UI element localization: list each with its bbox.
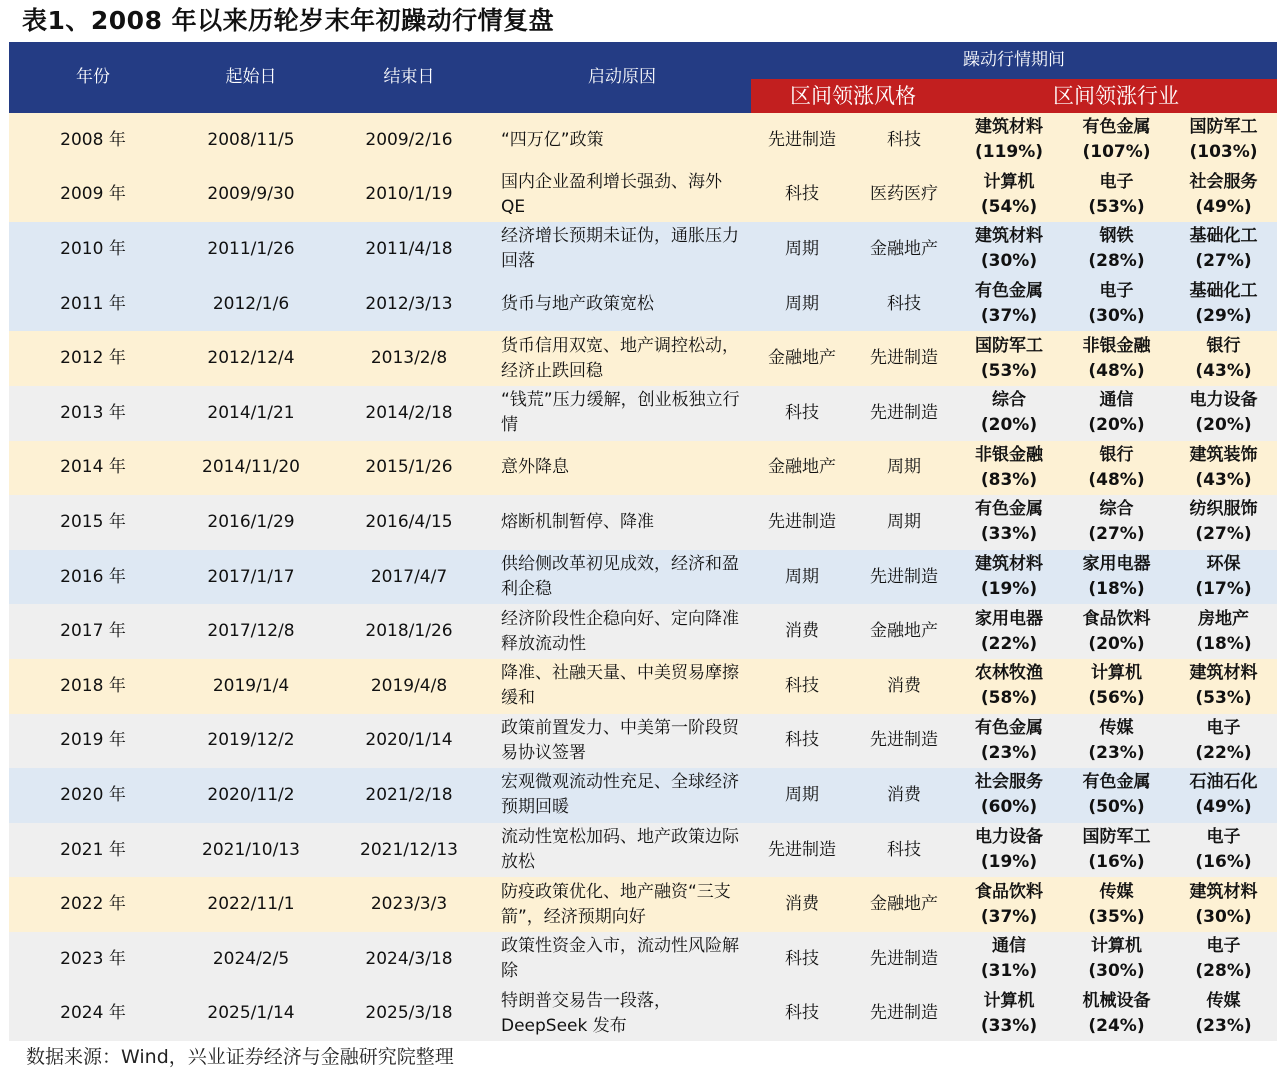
industry-gain: (22%) — [980, 633, 1038, 654]
cell-start-date: 2019/12/2 — [177, 714, 325, 769]
cell-start-date: 2009/9/30 — [177, 168, 325, 223]
cell-style-2: 周期 — [853, 495, 955, 550]
table-row — [9, 604, 1277, 659]
industry-gain: (33%) — [980, 524, 1038, 545]
cell-start-date: 2011/1/26 — [177, 222, 325, 277]
cell-style-1: 先进制造 — [751, 113, 853, 168]
cell-reason: 货币与地产政策宽松 — [493, 277, 751, 332]
industry-gain: (19%) — [980, 852, 1038, 873]
cell-style-2: 金融地产 — [853, 877, 955, 932]
table-row — [9, 168, 1277, 223]
cell-year: 2020 年 — [9, 768, 177, 823]
industry-gain: (27%) — [1195, 524, 1252, 545]
cell-start-date: 2020/11/2 — [177, 768, 325, 823]
cell-start-date: 2012/1/6 — [177, 277, 325, 332]
cell-end-date: 2016/4/15 — [325, 495, 493, 550]
cell-style-2: 科技 — [853, 113, 955, 168]
cell-end-date: 2018/1/26 — [325, 604, 493, 659]
cell-reason: 特朗普交易告一段落，DeepSeek 发布 — [493, 987, 751, 1042]
data-source-note: 数据来源：Wind，兴业证券经济与金融研究院整理 — [26, 1046, 454, 1068]
cell-industry-3 — [1170, 877, 1277, 932]
cell-end-date: 2021/2/18 — [325, 768, 493, 823]
cell-style-1: 周期 — [751, 277, 853, 332]
industry-gain: (20%) — [1195, 415, 1252, 436]
cell-industry-3 — [1170, 386, 1277, 441]
cell-style-2: 先进制造 — [853, 932, 955, 987]
cell-reason: “四万亿”政策 — [493, 113, 751, 168]
industry-gain: (20%) — [1088, 415, 1145, 436]
header-style: 区间领涨风格 — [751, 79, 955, 113]
table-row — [9, 550, 1277, 605]
cell-year: 2016 年 — [9, 550, 177, 605]
cell-year: 2024 年 — [9, 987, 177, 1042]
industry-gain: (27%) — [1088, 524, 1145, 545]
industry-gain: (23%) — [1195, 1015, 1252, 1036]
cell-industry-3 — [1170, 550, 1277, 605]
cell-industry-2 — [1063, 113, 1170, 168]
industry-gain: (20%) — [1088, 633, 1145, 654]
industry-name: 石油石化 — [1189, 772, 1258, 793]
industry-name: 有色金属 — [1082, 772, 1151, 793]
cell-end-date: 2024/3/18 — [325, 932, 493, 987]
cell-industry-1 — [955, 168, 1063, 223]
industry-gain: (30%) — [1088, 961, 1145, 982]
cell-style-1: 科技 — [751, 168, 853, 223]
cell-style-2: 消费 — [853, 659, 955, 714]
cell-industry-3 — [1170, 659, 1277, 714]
cell-industry-3 — [1170, 604, 1277, 659]
cell-style-1: 消费 — [751, 604, 853, 659]
cell-industry-2 — [1063, 277, 1170, 332]
industry-name: 有色金属 — [975, 717, 1043, 738]
industry-name: 建筑材料 — [975, 117, 1043, 138]
industry-name: 基础化工 — [1189, 281, 1258, 302]
industry-gain: (16%) — [1195, 852, 1252, 873]
industry-name: 非银金融 — [975, 444, 1043, 465]
cell-end-date: 2014/2/18 — [325, 386, 493, 441]
cell-industry-1 — [955, 386, 1063, 441]
industry-name: 有色金属 — [975, 281, 1043, 302]
cell-reason: 降准、社融天量、中美贸易摩擦缓和 — [493, 659, 751, 714]
cell-industry-1 — [955, 987, 1063, 1042]
cell-end-date: 2013/2/8 — [325, 331, 493, 386]
cell-industry-3 — [1170, 495, 1277, 550]
table-row — [9, 331, 1277, 386]
cell-end-date: 2011/4/18 — [325, 222, 493, 277]
cell-reason: 意外降息 — [493, 441, 751, 496]
industry-gain: (53%) — [980, 360, 1038, 381]
cell-industry-1 — [955, 495, 1063, 550]
industry-name: 通信 — [1099, 390, 1134, 411]
cell-end-date: 2012/3/13 — [325, 277, 493, 332]
cell-industry-2 — [1063, 987, 1170, 1042]
cell-style-2: 消费 — [853, 768, 955, 823]
industry-name: 环保 — [1206, 554, 1241, 575]
cell-industry-2 — [1063, 168, 1170, 223]
industry-name: 电力设备 — [1189, 390, 1258, 411]
cell-industry-3 — [1170, 277, 1277, 332]
industry-gain: (30%) — [1088, 306, 1145, 327]
industry-name: 纺织服饰 — [1189, 499, 1258, 520]
cell-industry-1 — [955, 877, 1063, 932]
industry-gain: (103%) — [1189, 142, 1258, 163]
cell-reason: 政策性资金入市，流动性风险解除 — [493, 932, 751, 987]
cell-industry-3 — [1170, 714, 1277, 769]
cell-year: 2014 年 — [9, 441, 177, 496]
header-period: 躁动行情期间 — [751, 42, 1277, 79]
cell-style-1: 周期 — [751, 768, 853, 823]
industry-name: 计算机 — [983, 990, 1035, 1011]
industry-name: 电子 — [1206, 936, 1241, 957]
industry-name: 非银金融 — [1082, 335, 1151, 356]
cell-start-date: 2012/12/4 — [177, 331, 325, 386]
cell-reason: 熔断机制暂停、降准 — [493, 495, 751, 550]
cell-start-date: 2017/12/8 — [177, 604, 325, 659]
industry-name: 电子 — [1206, 827, 1241, 848]
cell-industry-2 — [1063, 495, 1170, 550]
cell-industry-1 — [955, 113, 1063, 168]
industry-gain: (18%) — [1195, 633, 1252, 654]
cell-start-date: 2019/1/4 — [177, 659, 325, 714]
cell-reason: 供给侧改革初见成效，经济和盈利企稳 — [493, 550, 751, 605]
cell-year: 2013 年 — [9, 386, 177, 441]
industry-gain: (30%) — [1195, 906, 1252, 927]
cell-end-date: 2025/3/18 — [325, 987, 493, 1042]
cell-reason: “钱荒”压力缓解，创业板独立行情 — [493, 386, 751, 441]
cell-end-date: 2009/2/16 — [325, 113, 493, 168]
industry-gain: (31%) — [980, 961, 1038, 982]
cell-reason: 宏观微观流动性充足、全球经济预期回暖 — [493, 768, 751, 823]
cell-industry-1 — [955, 222, 1063, 277]
industry-gain: (23%) — [980, 742, 1038, 763]
industry-name: 计算机 — [1091, 936, 1142, 957]
cell-start-date: 2014/11/20 — [177, 441, 325, 496]
cell-reason: 国内企业盈利增长强劲、海外 QE — [493, 168, 751, 223]
cell-industry-2 — [1063, 877, 1170, 932]
cell-industry-3 — [1170, 113, 1277, 168]
header-start: 起始日 — [177, 42, 325, 113]
table-body — [9, 113, 1277, 1041]
table-row — [9, 386, 1277, 441]
industry-name: 计算机 — [983, 171, 1035, 192]
table-row — [9, 113, 1277, 168]
industry-gain: (119%) — [974, 142, 1044, 163]
cell-industry-1 — [955, 331, 1063, 386]
cell-style-2: 金融地产 — [853, 222, 955, 277]
cell-start-date: 2025/1/14 — [177, 987, 325, 1042]
industry-gain: (33%) — [980, 1015, 1038, 1036]
cell-style-1: 科技 — [751, 386, 853, 441]
cell-reason: 经济增长预期未证伪，通胀压力回落 — [493, 222, 751, 277]
cell-start-date: 2014/1/21 — [177, 386, 325, 441]
industry-gain: (43%) — [1195, 360, 1252, 381]
cell-style-1: 周期 — [751, 222, 853, 277]
industry-name: 有色金属 — [975, 499, 1043, 520]
cell-style-2: 周期 — [853, 441, 955, 496]
table-row — [9, 495, 1277, 550]
cell-year: 2023 年 — [9, 932, 177, 987]
cell-industry-2 — [1063, 714, 1170, 769]
industry-gain: (28%) — [1195, 961, 1252, 982]
industry-name: 国防军工 — [975, 335, 1043, 356]
cell-reason: 防疫政策优化、地产融资“三支箭”，经济预期向好 — [493, 877, 751, 932]
cell-industry-2 — [1063, 659, 1170, 714]
industry-gain: (37%) — [980, 306, 1038, 327]
cell-year: 2017 年 — [9, 604, 177, 659]
cell-reason: 政策前置发力、中美第一阶段贸易协议签署 — [493, 714, 751, 769]
cell-start-date: 2008/11/5 — [177, 113, 325, 168]
cell-reason: 货币信用双宽、地产调控松动，经济止跌回稳 — [493, 331, 751, 386]
cell-industry-2 — [1063, 222, 1170, 277]
cell-industry-3 — [1170, 987, 1277, 1042]
cell-year: 2010 年 — [9, 222, 177, 277]
industry-gain: (49%) — [1195, 196, 1252, 217]
cell-industry-1 — [955, 714, 1063, 769]
cell-industry-1 — [955, 441, 1063, 496]
industry-name: 计算机 — [1091, 663, 1142, 684]
industry-name: 银行 — [1206, 335, 1241, 356]
cell-industry-1 — [955, 823, 1063, 878]
header-year: 年份 — [9, 42, 177, 113]
industry-name: 传媒 — [1099, 881, 1134, 902]
industry-gain: (49%) — [1195, 797, 1252, 818]
table-row — [9, 222, 1277, 277]
industry-gain: (54%) — [980, 196, 1038, 217]
industry-gain: (28%) — [1088, 251, 1145, 272]
industry-gain: (35%) — [1088, 906, 1145, 927]
industry-gain: (23%) — [1088, 742, 1145, 763]
cell-style-1: 科技 — [751, 987, 853, 1042]
cell-industry-1 — [955, 932, 1063, 987]
cell-industry-2 — [1063, 768, 1170, 823]
table-row — [9, 932, 1277, 987]
industry-name: 有色金属 — [1082, 117, 1151, 138]
cell-style-1: 科技 — [751, 932, 853, 987]
industry-name: 国防军工 — [1189, 117, 1258, 138]
cell-style-2: 医药医疗 — [853, 168, 955, 223]
industry-gain: (27%) — [1195, 251, 1252, 272]
cell-style-2: 先进制造 — [853, 331, 955, 386]
cell-industry-1 — [955, 550, 1063, 605]
industry-name: 机械设备 — [1082, 990, 1151, 1011]
cell-industry-3 — [1170, 823, 1277, 878]
industry-gain: (29%) — [1195, 306, 1252, 327]
industry-name: 综合 — [992, 390, 1026, 411]
cell-industry-3 — [1170, 441, 1277, 496]
industry-name: 银行 — [1099, 444, 1134, 465]
header-reason: 启动原因 — [493, 42, 751, 113]
table-row — [9, 877, 1277, 932]
table-row — [9, 823, 1277, 878]
industry-name: 电子 — [1099, 171, 1134, 192]
cell-start-date: 2017/1/17 — [177, 550, 325, 605]
industry-name: 食品饮料 — [1082, 608, 1151, 629]
table-row — [9, 714, 1277, 769]
cell-start-date: 2022/11/1 — [177, 877, 325, 932]
cell-end-date: 2023/3/3 — [325, 877, 493, 932]
industry-gain: (37%) — [980, 906, 1038, 927]
cell-industry-3 — [1170, 222, 1277, 277]
cell-year: 2015 年 — [9, 495, 177, 550]
cell-end-date: 2017/4/7 — [325, 550, 493, 605]
industry-name: 电子 — [1206, 717, 1241, 738]
industry-name: 农林牧渔 — [975, 663, 1043, 684]
industry-name: 建筑装饰 — [1189, 444, 1258, 465]
cell-style-2: 科技 — [853, 277, 955, 332]
industry-gain: (53%) — [1088, 196, 1145, 217]
industry-gain: (18%) — [1088, 579, 1145, 600]
cell-style-2: 金融地产 — [853, 604, 955, 659]
cell-style-2: 先进制造 — [853, 386, 955, 441]
table-row — [9, 768, 1277, 823]
header-end: 结束日 — [325, 42, 493, 113]
industry-name: 钢铁 — [1099, 226, 1134, 247]
table-row — [9, 441, 1277, 496]
cell-style-1: 先进制造 — [751, 823, 853, 878]
cell-reason: 流动性宽松加码、地产政策边际放松 — [493, 823, 751, 878]
industry-gain: (60%) — [980, 797, 1038, 818]
cell-style-2: 先进制造 — [853, 714, 955, 769]
cell-industry-1 — [955, 768, 1063, 823]
industry-name: 家用电器 — [975, 608, 1043, 629]
industry-gain: (20%) — [980, 415, 1038, 436]
industry-gain: (43%) — [1195, 469, 1252, 490]
industry-gain: (48%) — [1088, 360, 1145, 381]
cell-style-1: 金融地产 — [751, 441, 853, 496]
cell-end-date: 2015/1/26 — [325, 441, 493, 496]
cell-reason: 经济阶段性企稳向好、定向降准释放流动性 — [493, 604, 751, 659]
cell-style-1: 周期 — [751, 550, 853, 605]
cell-year: 2019 年 — [9, 714, 177, 769]
cell-style-2: 科技 — [853, 823, 955, 878]
industry-name: 基础化工 — [1189, 226, 1258, 247]
cell-industry-2 — [1063, 604, 1170, 659]
cell-style-1: 科技 — [751, 714, 853, 769]
cell-industry-2 — [1063, 441, 1170, 496]
table-row — [9, 659, 1277, 714]
industry-name: 通信 — [992, 936, 1026, 957]
industry-gain: (24%) — [1088, 1015, 1145, 1036]
cell-year: 2021 年 — [9, 823, 177, 878]
cell-style-1: 消费 — [751, 877, 853, 932]
industry-gain: (19%) — [980, 579, 1038, 600]
industry-name: 家用电器 — [1082, 554, 1151, 575]
cell-style-1: 先进制造 — [751, 495, 853, 550]
industry-gain: (83%) — [980, 469, 1038, 490]
industry-name: 综合 — [1099, 499, 1134, 520]
cell-industry-1 — [955, 277, 1063, 332]
industry-gain: (107%) — [1082, 142, 1151, 163]
cell-industry-2 — [1063, 823, 1170, 878]
industry-name: 国防军工 — [1082, 827, 1151, 848]
cell-year: 2009 年 — [9, 168, 177, 223]
cell-style-2: 先进制造 — [853, 550, 955, 605]
industry-gain: (50%) — [1088, 797, 1145, 818]
industry-gain: (53%) — [1195, 688, 1252, 709]
cell-year: 2011 年 — [9, 277, 177, 332]
cell-start-date: 2024/2/5 — [177, 932, 325, 987]
table-row — [9, 987, 1277, 1042]
industry-name: 建筑材料 — [1189, 663, 1258, 684]
cell-year: 2022 年 — [9, 877, 177, 932]
table-title: 表1、2008 年以来历轮岁末年初躁动行情复盘 — [22, 6, 555, 35]
industry-gain: (17%) — [1195, 579, 1252, 600]
cell-industry-2 — [1063, 386, 1170, 441]
header-industry: 区间领涨行业 — [955, 79, 1277, 113]
industry-name: 电力设备 — [975, 827, 1043, 848]
cell-style-1: 科技 — [751, 659, 853, 714]
cell-style-1: 金融地产 — [751, 331, 853, 386]
industry-name: 建筑材料 — [975, 226, 1043, 247]
industry-gain: (30%) — [980, 251, 1038, 272]
industry-gain: (16%) — [1088, 852, 1145, 873]
industry-name: 食品饮料 — [975, 881, 1043, 902]
cell-industry-3 — [1170, 932, 1277, 987]
cell-end-date: 2019/4/8 — [325, 659, 493, 714]
cell-industry-1 — [955, 659, 1063, 714]
cell-industry-2 — [1063, 550, 1170, 605]
cell-industry-2 — [1063, 932, 1170, 987]
cell-start-date: 2016/1/29 — [177, 495, 325, 550]
cell-end-date: 2020/1/14 — [325, 714, 493, 769]
industry-name: 社会服务 — [975, 772, 1043, 793]
cell-industry-3 — [1170, 768, 1277, 823]
industry-gain: (22%) — [1195, 742, 1252, 763]
cell-start-date: 2021/10/13 — [177, 823, 325, 878]
table-row — [9, 277, 1277, 332]
industry-name: 传媒 — [1099, 717, 1134, 738]
industry-name: 社会服务 — [1189, 171, 1258, 192]
industry-name: 建筑材料 — [1189, 881, 1258, 902]
industry-name: 传媒 — [1206, 990, 1241, 1011]
cell-industry-3 — [1170, 331, 1277, 386]
industry-name: 电子 — [1099, 281, 1134, 302]
rally-review-table — [9, 42, 1277, 1041]
industry-gain: (56%) — [1088, 688, 1145, 709]
cell-industry-3 — [1170, 168, 1277, 223]
industry-name: 建筑材料 — [975, 554, 1043, 575]
industry-gain: (58%) — [980, 688, 1038, 709]
cell-end-date: 2010/1/19 — [325, 168, 493, 223]
cell-end-date: 2021/12/13 — [325, 823, 493, 878]
cell-style-2: 先进制造 — [853, 987, 955, 1042]
industry-name: 房地产 — [1198, 608, 1250, 629]
cell-year: 2018 年 — [9, 659, 177, 714]
cell-year: 2012 年 — [9, 331, 177, 386]
cell-year: 2008 年 — [9, 113, 177, 168]
cell-industry-2 — [1063, 331, 1170, 386]
industry-gain: (48%) — [1088, 469, 1145, 490]
cell-industry-1 — [955, 604, 1063, 659]
